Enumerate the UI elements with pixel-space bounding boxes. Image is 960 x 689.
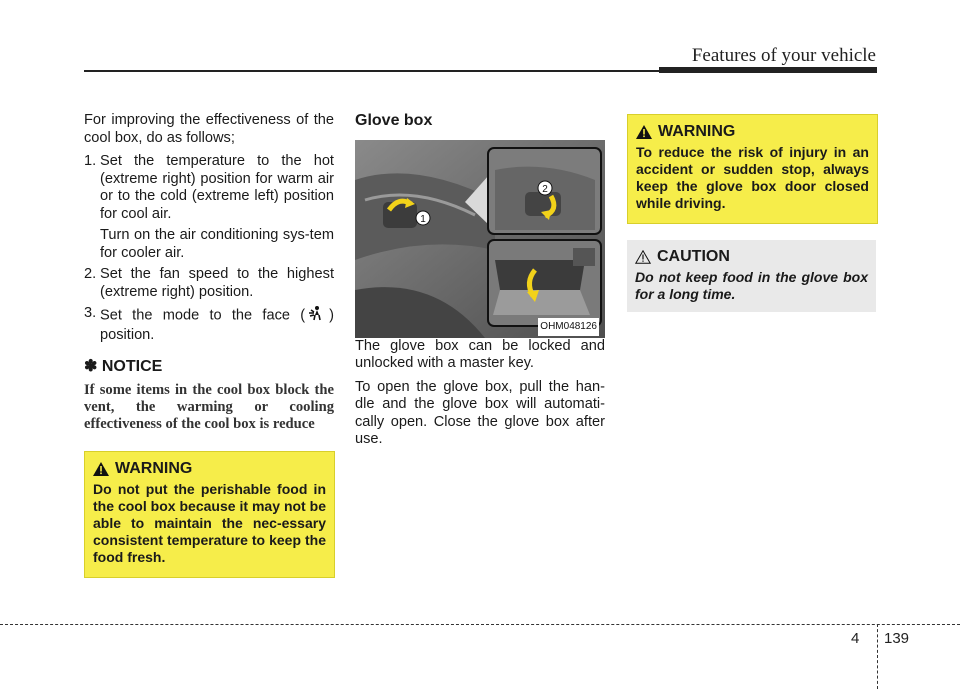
glove-box-para-2: To open the glove box, pull the han-dle and the glove box will automati-cally open. Close the glove box after use.: [355, 378, 605, 447]
list-text: Set the temperature to the hot (extreme right) position for warm air or to the cold (extreme left) position for cool air.: [100, 153, 334, 222]
list-number: 1.: [84, 153, 97, 169]
page-number: 139: [884, 630, 910, 647]
figure-label: OHM048126: [538, 318, 599, 336]
callout-1: 1: [420, 213, 426, 225]
chapter-number: 4: [851, 630, 860, 647]
list-number: 2.: [84, 266, 97, 282]
step-text-before: Set the mode to the face (: [100, 307, 306, 324]
caution-text: Do not keep food in the glove box for a long time.: [635, 269, 868, 302]
warning-text: Do not put the perishable food in the cool box because it may not be able to maintain the nec-essary consistent temperature to keep the food fresh.: [93, 481, 326, 565]
section-title: Glove box: [355, 112, 433, 129]
glove-box-para-1: The glove box can be locked and unlocked with a master key.: [355, 337, 605, 371]
warning-heading: [636, 123, 869, 140]
header-bar: [659, 67, 877, 73]
list-item: [84, 305, 334, 344]
warning-title: WARNING: [658, 123, 736, 140]
warning-box-left: [84, 451, 335, 578]
list-item: [84, 266, 334, 301]
caution-title: CAUTION: [657, 248, 730, 265]
list-text: [100, 305, 334, 344]
footer-divider: [877, 624, 878, 689]
footer-rule: [0, 624, 960, 625]
caution-heading: [635, 248, 868, 265]
header-title: Features of your vehicle: [691, 45, 876, 66]
middle-column: [355, 112, 605, 455]
header-rule: [84, 70, 659, 72]
face-mode-icon: [308, 305, 326, 327]
warning-box-right: [627, 114, 878, 224]
warning-triangle-icon: [93, 462, 109, 476]
warning-heading: [93, 460, 326, 477]
list-item: [84, 153, 334, 223]
step-note: Turn on the air conditioning sys-tem for cooler air.: [100, 227, 334, 261]
intro-text: For improving the effectiveness of the cool box, do as follows;: [84, 112, 334, 146]
left-column: [84, 112, 334, 439]
notice-title: ✽ NOTICE: [84, 358, 163, 375]
warning-title: WARNING: [115, 460, 193, 477]
warning-triangle-icon: [636, 125, 652, 139]
notice-text: If some items in the cool box block the vent, the warming or cooling effectiveness of the cool box is reduce: [84, 381, 334, 432]
step-text-after: ) position.: [100, 307, 334, 343]
caution-box: [627, 240, 876, 312]
callout-2: 2: [542, 183, 548, 195]
list-number: 3.: [84, 305, 97, 321]
list-text: Set the fan speed to the highest (extreme right) position.: [100, 266, 334, 300]
caution-triangle-icon: [635, 250, 651, 264]
glove-box-figure: [355, 140, 605, 338]
glove-box-illustration: [355, 140, 605, 338]
warning-text: To reduce the risk of injury in an accident or sudden stop, always keep the glove box door closed while driving.: [636, 144, 869, 211]
